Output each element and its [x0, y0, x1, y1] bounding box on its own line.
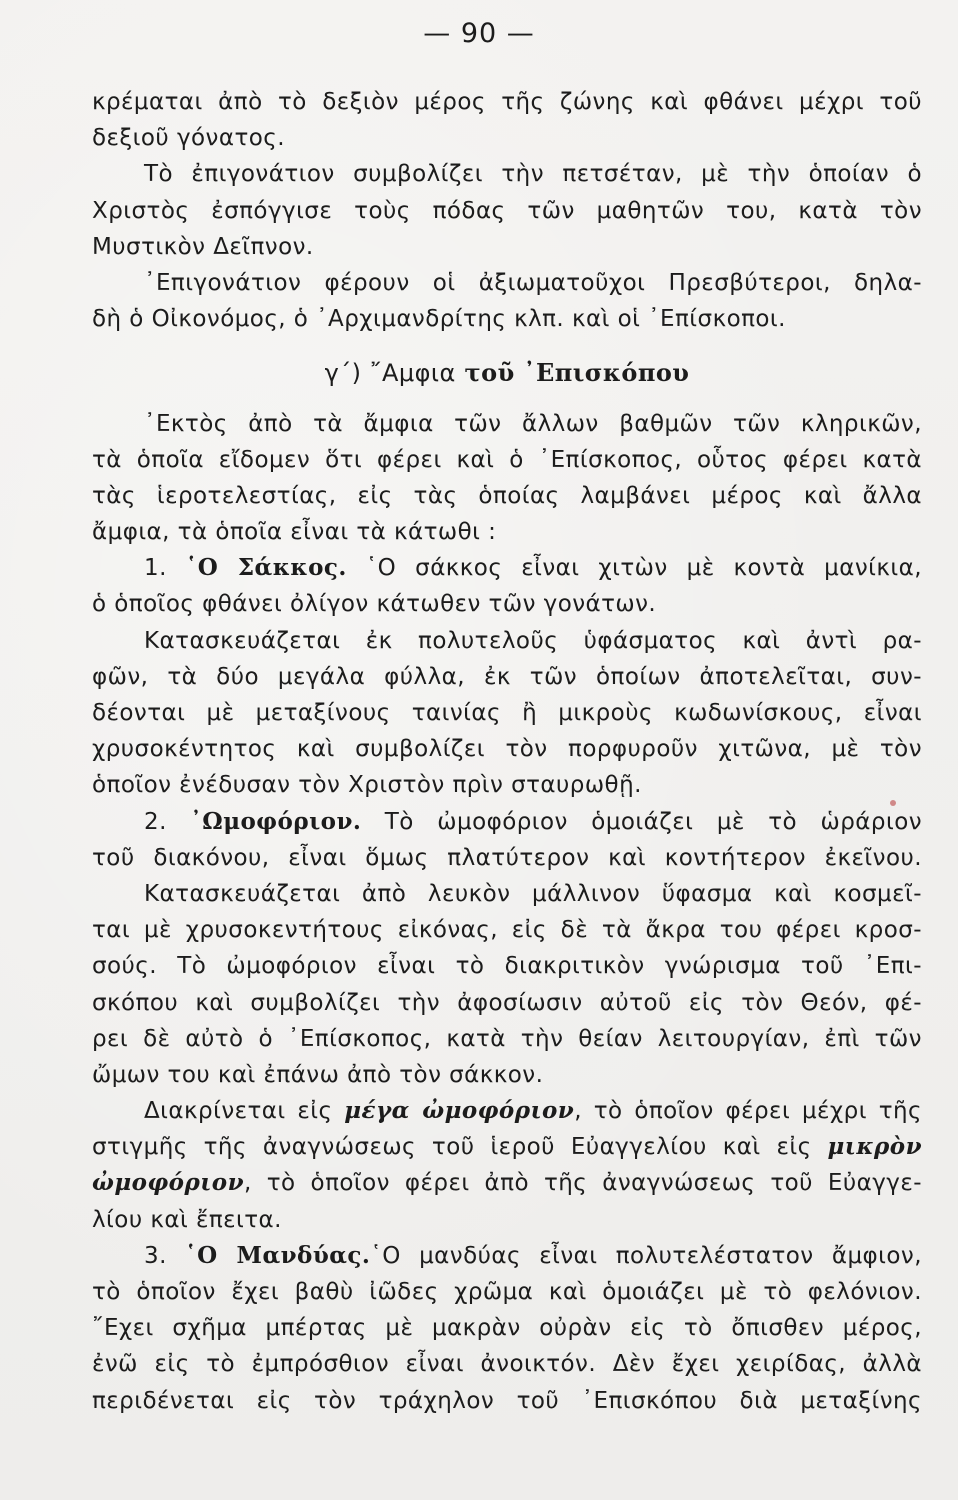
text-line: ὁ ὁποῖος φθάνει ὀλίγον κάτωθεν τῶν γονάτων. [92, 591, 657, 618]
text-line: Κατασκευάζεται ἐκ πολυτελοῦς ὑφάσματος καὶ ἀντὶ ρα- [144, 627, 922, 654]
text-line: ὁποῖον ἐνέδυσαν τὸν Χριστὸν πρὶν σταυρωθῇ. [92, 772, 642, 799]
item-number: 2. [144, 808, 191, 835]
text-run: , τὸ ὁποῖον φέρει μέχρι τῆς [574, 1098, 922, 1125]
text-line: χρυσοκέντητος καὶ συμβολίζει τὸν πορφυροῦν χιτῶνα, μὲ τὸν [92, 736, 922, 763]
text-line: δὴ ὁ Οἰκονόμος, ὁ ᾿Αρχιμανδρίτης κλπ. καὶ οἱ ᾿Επίσκοποι. [92, 306, 786, 333]
item-number: 1. [144, 555, 186, 582]
text-line: τὰς ἱεροτελεστίας, εἰς τὰς ὁποίας λαμβάνει μέρος καὶ ἄλλα [92, 482, 922, 509]
text-line: ἄμφια, τὰ ὁποῖα εἶναι τὰ κάτωθι : [92, 519, 497, 546]
emphasis-term: μέγα ὠμοφόριον [344, 1097, 575, 1125]
emphasis-term: ὠμοφόριον [92, 1169, 245, 1197]
text-line: Μυστικὸν Δεῖπνον. [92, 233, 314, 260]
section-heading-title: τοῦ ᾿Επισκόπου [455, 358, 690, 388]
item-number: 3. [144, 1242, 186, 1269]
text-line: τὸ ὁποῖον ἔχει βαθὺ ἰῶδες χρῶμα καὶ ὁμοιάζει μὲ τὸ φελόνιον. [92, 1279, 922, 1305]
text-line: ρει δὲ αὐτὸ ὁ ᾿Επίσκοπος, κατὰ τὴν θείαν λειτουργίαν, ἐπὶ τῶν [92, 1025, 922, 1052]
item-3-first-line [92, 1238, 922, 1274]
text-line: τοῦ διακόνου, εἶναι ὅμως πλατύτερον καὶ κοντήτερον ἐκεῖνου. [92, 844, 922, 871]
text-line: ὤμων του καὶ ἐπάνω ἀπὸ τὸν σάκκον. [92, 1061, 544, 1088]
page-number: — 90 — [423, 18, 535, 49]
text-line [92, 1129, 922, 1165]
section-heading-prefix: γ΄) [324, 359, 370, 388]
text-line: σκόπου καὶ συμβολίζει τὴν ἀφοσίωσιν αὐτοῦ εἰς τὸν Θεόν, φέ- [92, 989, 922, 1016]
item-title: ῾Ο Σάκκος. [185, 554, 347, 582]
text-line: φῶν, τὰ δύο μεγάλα φύλλα, ἐκ τῶν ὁποίων ἀποτελεῖται, συν- [92, 663, 922, 690]
text-line: λίου καὶ ἔπειτα. [92, 1206, 282, 1233]
text-run: Διακρίνεται εἰς [144, 1098, 345, 1125]
item-1-first-line [92, 550, 922, 586]
text-line: δέονται μὲ μεταξίνους ταινίας ἢ μικροὺς κωδωνίσκους, εἶναι [92, 700, 922, 726]
text-line [92, 1093, 922, 1129]
text-line: σούς. Τὸ ὠμοφόριον εἶναι τὸ διακριτικὸν γνώρισμα τοῦ ᾿Επι- [92, 953, 922, 980]
text-line: ἐνῶ εἰς τὸ ἐμπρόσθιον εἶναι ἀνοικτόν. Δὲν ἔχει χειρίδας, ἀλλὰ [92, 1351, 922, 1378]
text-line: Τὸ ἐπιγονάτιον συμβολίζει τὴν πετσέταν, μὲ τὴν ὁποίαν ὁ [144, 161, 922, 188]
ink-speck [890, 800, 896, 806]
text-line: Χριστὸς ἐσπόγγισε τοὺς πόδας τῶν μαθητῶν του, κατὰ τὸν [92, 197, 922, 224]
text-run: , τὸ ὁποῖον φέρει ἀπὸ τῆς ἀναγνώσεως τοῦ Εὐαγγε- [244, 1170, 922, 1197]
item-title: ῾Ο Μανδύας. [185, 1241, 371, 1269]
emphasis-term: μικρὸν [827, 1133, 922, 1161]
text-line: ῎Εχει σχῆμα μπέρτας μὲ μακρὰν οὐρὰν εἰς τὸ ὄπισθεν μέρος, [92, 1315, 922, 1342]
text-line: ται μὲ χρυσοκεντήτους εἰκόνας, εἰς δὲ τὰ ἄκρα του φέρει κροσ- [92, 917, 922, 944]
section-heading [92, 355, 922, 391]
text-line: δεξιοῦ γόνατος. [92, 125, 285, 152]
item-text: ῾Ο σάκκος εἶναι χιτὼν μὲ κοντὰ μανίκια, [346, 555, 923, 582]
text-line: τὰ ὁποῖα εἴδομεν ὅτι φέρει καὶ ὁ ᾿Επίσκοπος, οὗτος φέρει κατὰ [92, 446, 922, 473]
text-run: στιγμῆς τῆς ἀναγνώσεως τοῦ ἱεροῦ Εὐαγγελίου καὶ εἰς [92, 1134, 828, 1161]
item-text: ῾Ο μανδύας εἶναι πολυτελέστατον ἄμφιον, [370, 1242, 922, 1269]
text-line: κρέμαται ἀπὸ τὸ δεξιὸν μέρος τῆς ζώνης καὶ φθάνει μέχρι τοῦ [92, 89, 922, 115]
item-2-first-line [92, 804, 922, 840]
text-line [92, 1165, 922, 1201]
text-line: ᾿Επιγονάτιον φέρουν οἱ ἀξιωματοῦχοι Πρεσβύτεροι, δηλα- [144, 269, 922, 296]
text-line: Κατασκευάζεται ἀπὸ λευκὸν μάλλινον ὕφασμα καὶ κοσμεῖ- [144, 880, 922, 907]
item-text: Τὸ ὠμοφόριον ὁμοιάζει μὲ τὸ ὡράριον [361, 808, 923, 835]
item-title: ᾿Ωμοφόριον. [190, 807, 362, 835]
text-line: περιδένεται εἰς τὸν τράχηλον τοῦ ᾿Επισκόπου διὰ μεταξίνης [92, 1387, 922, 1414]
body-text [92, 84, 922, 1419]
text-line: ᾿Εκτὸς ἀπὸ τὰ ἄμφια τῶν ἄλλων βαθμῶν τῶν κληρικῶν, [144, 410, 922, 437]
section-heading-word: ῎Αμφια [369, 359, 456, 388]
